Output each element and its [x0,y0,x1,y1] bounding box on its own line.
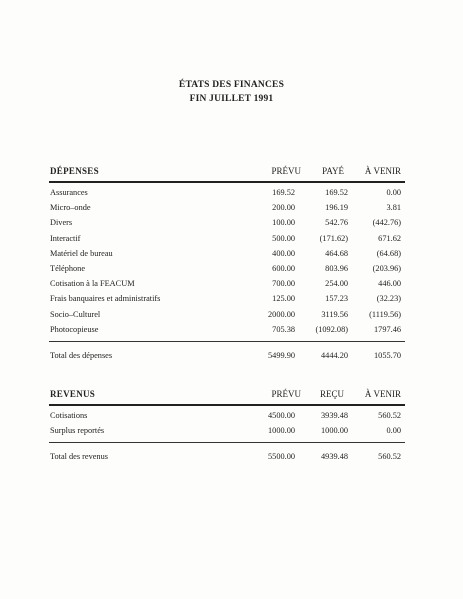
cell-a-venir: 0.00 [386,426,401,436]
table-row [49,291,405,306]
row-label: Socio–Culturel [50,309,101,319]
cell-prevu: 4500.00 [268,411,295,420]
total-label: Total des dépenses [50,350,113,360]
cell-a-venir: 560.52 [378,411,401,420]
table-row [49,215,405,230]
cell-prevu: 500.00 [272,233,295,243]
total-paye: 4444.20 [321,350,348,360]
cell-prevu: 2000.00 [268,309,295,319]
row-label: Assurances [50,188,88,197]
row-label: Photocopieuse [50,324,99,334]
title-line-1: ÉTATS DES FINANCES [178,80,285,90]
total-label: Total des revenus [50,452,108,462]
row-label: Surplus reportés [50,426,105,436]
total-prevu: 5500.00 [268,452,295,462]
cell-a-venir: 0.00 [386,188,401,197]
cell-a-venir: (203.96) [372,263,401,273]
cell-recu: 1000.00 [321,426,348,436]
cell-prevu: 1000.00 [268,426,295,436]
depenses-heading: DÉPENSES [50,166,99,176]
table-row [49,322,405,337]
row-label: Téléphone [50,263,86,273]
cell-paye: 464.68 [325,248,348,258]
row-label: Cotisation à la FEACUM [50,279,135,289]
table-row [49,423,405,438]
table-row [49,408,405,423]
cell-prevu: 400.00 [272,248,295,258]
depenses-total-row [49,348,405,363]
column-header-recu: REÇU [319,389,344,399]
table-row [49,276,405,291]
cell-paye: 254.00 [325,279,348,289]
cell-a-venir: (1119.56) [369,309,401,319]
total-a-venir: 560.52 [378,452,401,462]
header-rule [49,181,405,183]
title-line-2: FIN JUILLET 1991 [189,94,274,104]
revenus-heading: REVENUS [50,389,96,399]
document-title [0,78,463,106]
cell-a-venir: 3.81 [386,203,401,213]
revenus-table [49,385,405,465]
depenses-header-row [49,162,405,180]
cell-a-venir: (32.23) [376,294,401,304]
total-recu: 4939.48 [321,452,348,462]
table-row [49,185,405,200]
total-rule [49,341,405,342]
cell-prevu: 705.38 [272,324,295,334]
cell-a-venir: (442.76) [372,218,401,228]
revenus-total-row [49,449,405,464]
cell-prevu: 600.00 [272,263,295,273]
table-row [49,261,405,276]
cell-paye: 803.96 [325,263,348,273]
row-label: Interactif [50,233,81,243]
cell-paye: 157.23 [325,294,348,304]
cell-paye: 542.76 [325,218,348,228]
header-rule [49,404,405,406]
total-prevu: 5499.90 [268,350,295,360]
row-label: Cotisations [50,411,88,420]
depenses-table [49,162,405,363]
row-label: Matériel de bureau [50,248,113,258]
cell-paye: 3119.56 [321,309,348,319]
table-row [49,200,405,215]
table-row [49,231,405,246]
table-row [49,246,405,261]
total-rule [49,442,405,443]
column-header-a-venir: À VENIR [364,166,401,176]
cell-prevu: 169.52 [272,188,295,197]
cell-paye: (1092.08) [315,324,348,334]
column-header-prevu: PRÉVU [271,389,301,399]
row-label: Frais banquaires et administratifs [50,294,161,304]
cell-recu: 3939.48 [321,411,348,420]
cell-a-venir: (64.68) [376,248,401,258]
total-a-venir: 1055.70 [374,350,401,360]
table-row [49,307,405,322]
row-label: Divers [50,218,73,228]
cell-prevu: 700.00 [272,279,295,289]
cell-prevu: 200.00 [272,203,295,213]
cell-prevu: 125.00 [272,294,295,304]
row-label: Micro–onde [50,203,91,213]
cell-paye: 169.52 [325,188,348,197]
cell-paye: (171.62) [319,233,348,243]
cell-prevu: 100.00 [272,218,295,228]
cell-a-venir: 671.62 [378,233,401,243]
revenus-header-row [49,385,405,403]
column-header-paye: PAYÉ [322,166,344,176]
column-header-a-venir: À VENIR [364,389,401,399]
cell-a-venir: 1797.46 [374,324,401,334]
cell-paye: 196.19 [325,203,348,213]
cell-a-venir: 446.00 [378,279,401,289]
column-header-prevu: PRÉVU [271,166,301,176]
